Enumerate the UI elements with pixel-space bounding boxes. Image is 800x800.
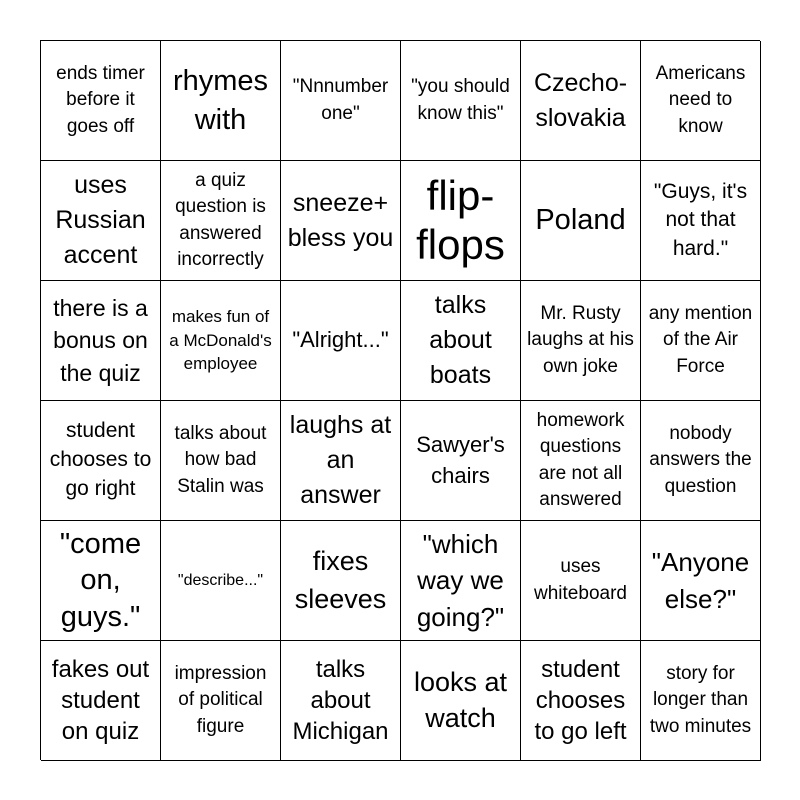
bingo-cell[interactable]	[401, 641, 521, 761]
bingo-cell[interactable]	[521, 521, 641, 641]
cell-text: makes fun of a McDonald's employee	[169, 306, 272, 374]
cell-text: talks about Michigan	[292, 655, 389, 746]
bingo-cell[interactable]	[521, 281, 641, 401]
bingo-cell[interactable]	[641, 641, 761, 761]
cell-text: Mr. Rusty laughs at his own joke	[527, 303, 634, 377]
cell-text: "Nnnumber one"	[292, 76, 389, 124]
bingo-cell[interactable]	[641, 281, 761, 401]
bingo-cell[interactable]	[401, 401, 521, 521]
bingo-cell[interactable]	[521, 161, 641, 281]
cell-text: a quiz question is answered incorrectly	[175, 170, 266, 270]
cell-text: "you should know this"	[411, 76, 510, 124]
cell-text: ends timer before it goes off	[56, 63, 145, 137]
cell-text: there is a bonus on the quiz	[53, 295, 148, 386]
bingo-cell[interactable]	[161, 41, 281, 161]
bingo-cell[interactable]	[41, 641, 161, 761]
cell-text: fixes sleeves	[294, 545, 387, 614]
bingo-cell[interactable]	[281, 401, 401, 521]
cell-text: "Alright..."	[292, 327, 389, 353]
bingo-cell[interactable]	[41, 41, 161, 161]
cell-text: fakes out student on quiz	[51, 655, 150, 746]
cell-text: "Anyone else?"	[651, 547, 750, 614]
cell-text: Sawyer's chairs	[416, 432, 505, 488]
cell-text: nobody answers the question	[649, 423, 752, 497]
bingo-cell[interactable]	[41, 401, 161, 521]
cell-text: uses Russian accent	[55, 171, 146, 269]
bingo-cell[interactable]	[41, 161, 161, 281]
cell-text: flip-flops	[416, 172, 505, 268]
cell-text: homework questions are not all answered	[536, 410, 625, 510]
cell-text: student chooses to go left	[534, 655, 627, 746]
bingo-cell[interactable]	[161, 161, 281, 281]
cell-text: Czecho-slovakia	[533, 68, 628, 132]
cell-text: laughs at an answer	[289, 411, 392, 509]
cell-text: uses whiteboard	[534, 556, 627, 604]
cell-text: sneeze+ bless you	[287, 188, 394, 252]
bingo-cell[interactable]	[401, 41, 521, 161]
bingo-cell[interactable]	[521, 41, 641, 161]
bingo-cell[interactable]	[641, 41, 761, 161]
cell-text: "which way we going?"	[416, 528, 505, 632]
cell-text: story for longer than two minutes	[649, 663, 752, 737]
bingo-cell[interactable]	[641, 161, 761, 281]
bingo-cell[interactable]	[641, 521, 761, 641]
cell-text: talks about how bad Stalin was	[174, 423, 267, 497]
bingo-cell[interactable]	[41, 521, 161, 641]
bingo-cell[interactable]	[641, 401, 761, 521]
bingo-cell[interactable]	[281, 281, 401, 401]
bingo-cell[interactable]	[161, 281, 281, 401]
bingo-cell[interactable]	[281, 41, 401, 161]
bingo-cell[interactable]	[281, 521, 401, 641]
bingo-cell[interactable]	[281, 161, 401, 281]
cell-text: "Guys, it's not that hard."	[653, 179, 748, 260]
bingo-cell[interactable]	[281, 641, 401, 761]
bingo-cell[interactable]	[521, 641, 641, 761]
cell-text: student chooses to go right	[49, 419, 152, 500]
bingo-cell[interactable]	[161, 521, 281, 641]
cell-text: rhymes with	[172, 65, 269, 136]
bingo-cell[interactable]	[401, 161, 521, 281]
bingo-cell[interactable]	[521, 401, 641, 521]
bingo-cell[interactable]	[401, 281, 521, 401]
bingo-board	[40, 40, 760, 760]
cell-text: impression of political figure	[174, 663, 267, 737]
bingo-cell[interactable]	[401, 521, 521, 641]
cell-text: Americans need to know	[655, 63, 746, 137]
bingo-cell[interactable]	[41, 281, 161, 401]
cell-text: Poland	[535, 204, 626, 237]
cell-text: "come on, guys."	[59, 528, 142, 633]
cell-text: any mention of the Air Force	[648, 303, 753, 377]
bingo-cell[interactable]	[161, 641, 281, 761]
cell-text: looks at watch	[413, 667, 508, 733]
cell-text: talks about boats	[429, 291, 492, 389]
cell-text: "describe..."	[177, 571, 264, 589]
bingo-cell[interactable]	[161, 401, 281, 521]
